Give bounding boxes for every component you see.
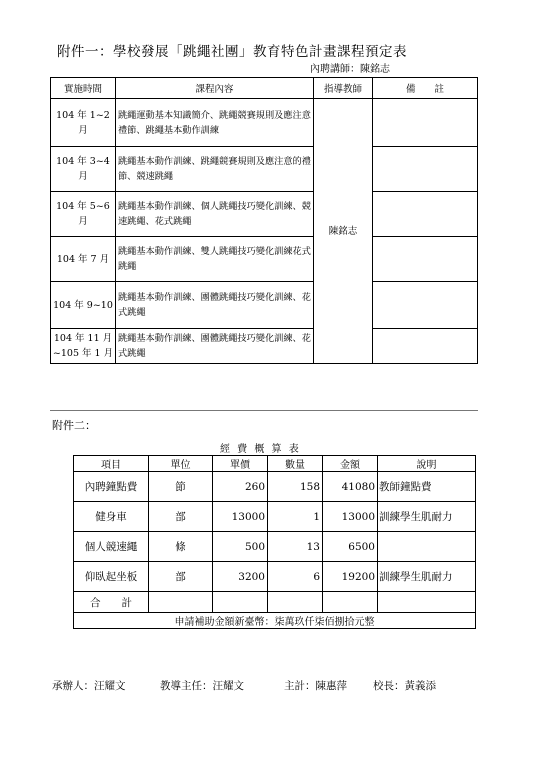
total-unit-cell: [149, 592, 213, 613]
note-cell: 教師鐘點費: [378, 472, 476, 502]
unit-cell: 節: [149, 472, 213, 502]
total-amount-cell: [323, 592, 378, 613]
table-row: [51, 99, 478, 147]
attachment1-title: 附件一：學校發展「跳繩社團」教育特色計畫課程預定表: [57, 44, 407, 60]
table-row: [51, 282, 478, 329]
note-cell: [378, 532, 476, 562]
table-row: [51, 192, 478, 237]
content-cell: 跳繩運動基本知識簡介、跳繩競賽規則及應注意禮節、跳繩基本動作訓練: [116, 99, 314, 147]
header-teacher: 指導教師: [314, 78, 373, 99]
table-header-row: [74, 456, 476, 472]
budget-title: 經 費 概 算 表: [220, 444, 301, 455]
header-item: 項目: [74, 456, 149, 472]
content-cell: 跳繩基本動作訓練、個人跳繩技巧變化訓練、競速跳繩、花式跳繩: [116, 192, 314, 237]
total-note-cell: [378, 592, 476, 613]
note-cell: 訓練學生肌耐力: [378, 502, 476, 532]
table-row: [51, 329, 478, 364]
unit-cell: 部: [149, 562, 213, 592]
table-row: [51, 147, 478, 192]
table-row: [51, 237, 478, 282]
principal-signature: 校長：黃義添: [373, 680, 436, 692]
accountant-signature: 主計：陳惠萍: [284, 680, 347, 692]
qty-cell: 1: [268, 502, 323, 532]
header-note: 說明: [378, 456, 476, 472]
header-qty: 數量: [268, 456, 323, 472]
unit-cell: 部: [149, 502, 213, 532]
content-cell: 跳繩基本動作訓練、團體跳繩技巧變化訓練、花式跳繩: [116, 282, 314, 329]
period-cell: 104 年 5~6 月: [51, 192, 116, 237]
remarks-cell: [373, 282, 478, 329]
qty-cell: 6: [268, 562, 323, 592]
amount-cell: 41080: [323, 472, 378, 502]
handler-signature: 承辦人：汪耀文: [52, 680, 126, 692]
remarks-cell: [373, 192, 478, 237]
remarks-cell: [373, 237, 478, 282]
director-signature: 教導主任：汪耀文: [160, 680, 244, 692]
amount-cell: 19200: [323, 562, 378, 592]
price-cell: 260: [213, 472, 268, 502]
period-cell: 104 年 7 月: [51, 237, 116, 282]
content-cell: 跳繩基本動作訓練、跳繩競賽規則及應注意的禮節、競速跳繩: [116, 147, 314, 192]
attachment2-label: 附件二：: [52, 419, 96, 432]
remarks-cell: [373, 147, 478, 192]
total-label: 合 計: [74, 592, 149, 613]
period-cell: 104 年 1~2 月: [51, 99, 116, 147]
total-qty-cell: [268, 592, 323, 613]
apply-amount-text: 申請補助金額新臺幣：柒萬玖仟柒佰捌拾元整: [74, 613, 476, 629]
remarks-cell: [373, 99, 478, 147]
table-header-row: [51, 78, 478, 99]
amount-cell: 13000: [323, 502, 378, 532]
budget-table: [73, 455, 476, 629]
table-row: [74, 532, 476, 562]
table-row: [74, 472, 476, 502]
item-cell: 健身車: [74, 502, 149, 532]
table-row: [74, 562, 476, 592]
item-cell: 個人競速繩: [74, 532, 149, 562]
period-cell: 104 年 3~4 月: [51, 147, 116, 192]
header-content: 課程內容: [116, 78, 314, 99]
header-unit: 單位: [149, 456, 213, 472]
qty-cell: 158: [268, 472, 323, 502]
item-cell: 內聘鐘點費: [74, 472, 149, 502]
note-cell: 訓練學生肌耐力: [378, 562, 476, 592]
qty-cell: 13: [268, 532, 323, 562]
header-period: 實施時間: [51, 78, 116, 99]
header-price: 單價: [213, 456, 268, 472]
content-cell: 跳繩基本動作訓練、雙人跳繩技巧變化訓練花式跳繩: [116, 237, 314, 282]
price-cell: 500: [213, 532, 268, 562]
remarks-cell: [373, 329, 478, 364]
content-cell: 跳繩基本動作訓練、團體跳繩技巧變化訓練、花式跳繩: [116, 329, 314, 364]
total-price-cell: [213, 592, 268, 613]
period-cell: 104 年 11 月 ~105 年 1 月: [51, 329, 116, 364]
item-cell: 仰臥起坐板: [74, 562, 149, 592]
apply-row: [74, 613, 476, 629]
section-divider: [50, 410, 478, 411]
table-row: [74, 502, 476, 532]
instructor-label: 內聘講師：陳銘志: [310, 64, 390, 75]
price-cell: 13000: [213, 502, 268, 532]
amount-cell: 6500: [323, 532, 378, 562]
course-schedule-table: [50, 77, 478, 364]
header-remarks: 備 註: [373, 78, 478, 99]
teacher-cell: 陳銘志: [314, 99, 373, 364]
unit-cell: 條: [149, 532, 213, 562]
price-cell: 3200: [213, 562, 268, 592]
total-row: [74, 592, 476, 613]
period-cell: 104 年 9~10: [51, 282, 116, 329]
header-amount: 金額: [323, 456, 378, 472]
